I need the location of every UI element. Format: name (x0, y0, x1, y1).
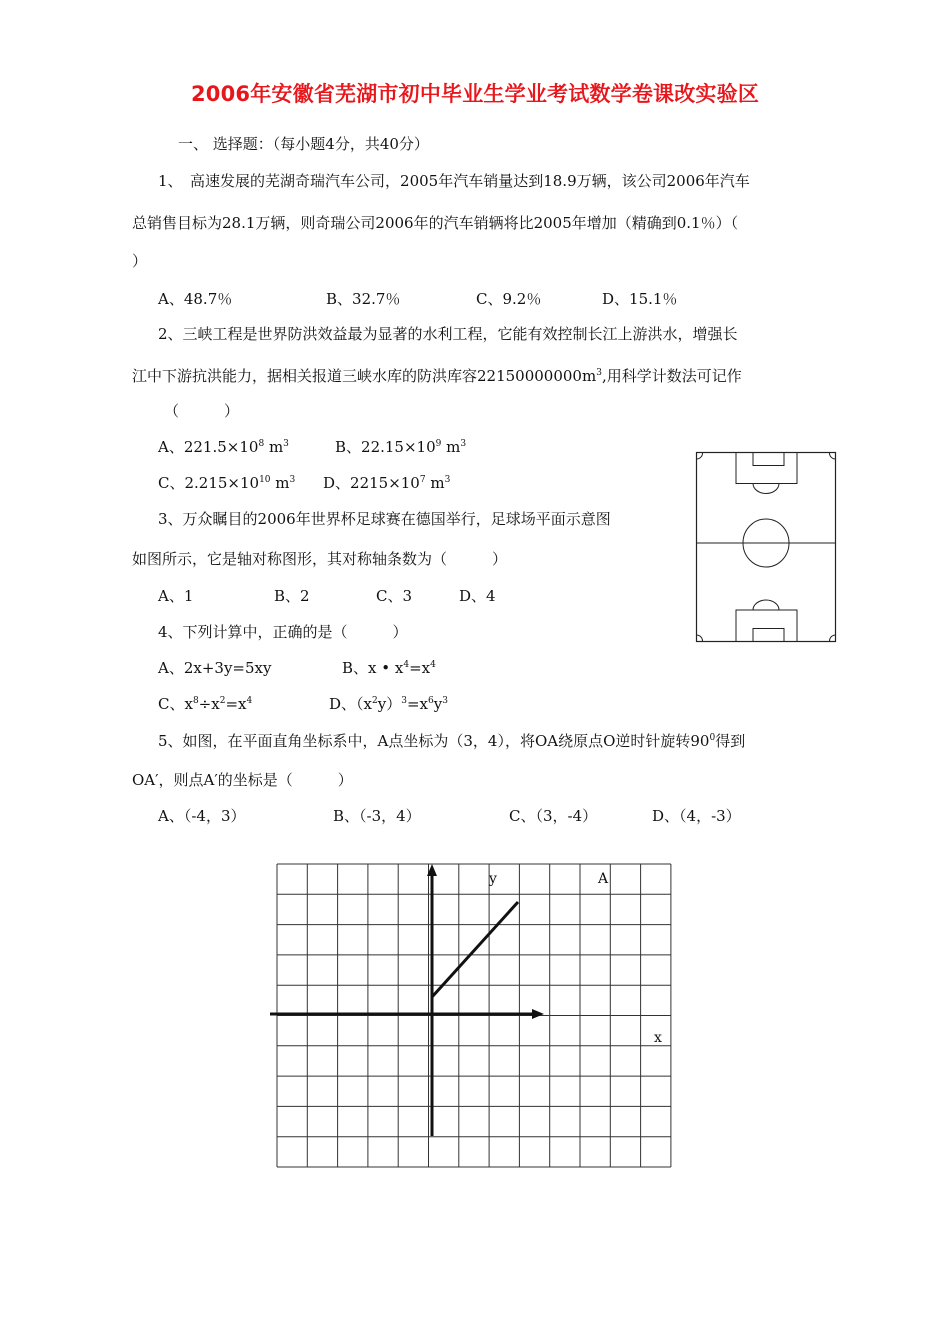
q3-option-d: D、4 (459, 587, 496, 605)
coordinate-grid-diagram (268, 858, 680, 1188)
q3-option-c: C、3 (376, 587, 413, 605)
q3-option-a: A、1 (158, 587, 194, 605)
segment-oa (432, 902, 518, 997)
q3-line-1: 3、万众瞩目的2006年世界杯足球赛在德国举行，足球场平面示意图 (158, 510, 611, 528)
q4-option-c: C、$x^8\div x^2=x^4$ (158, 695, 253, 713)
q5-option-b: B、（-3，4） (333, 807, 421, 825)
q2-line-3: （ ） (164, 402, 240, 420)
page-title: 2006年安徽省芜湖市初中毕业生学业考试数学卷课改实验区 (190, 82, 760, 106)
q5-line-1: 5、如图，在平面直角坐标系中，A点坐标为（3，4），将OA绕原点O逆时针旋转$90^0$得到 (158, 732, 746, 750)
x-axis-arrow (532, 1009, 544, 1019)
q3-line-2: 如图所示，它是轴对称图形，其对称轴条数为（ ） (132, 550, 508, 568)
x-axis-label: x (654, 1030, 662, 1046)
q2-line-2: 江中下游抗洪能力，据相关报道三峡水库的防洪库容$22150000000m^3$,用科学计数法可记作 (132, 367, 742, 385)
q2-option-b: B、$22.15\times 10^9$ $m^3$ (335, 438, 467, 456)
q4-option-d: D、$(x^2y)^3=x^6y^3$ (329, 695, 448, 713)
q4-line-1: 4、下列计算中，正确的是（ ） (158, 623, 408, 641)
q4-option-b: B、x • $x^4=x^4$ (342, 659, 436, 677)
q5-option-a: A、（-4，3） (158, 807, 246, 825)
q1-option-c: C、9.2％ (476, 290, 542, 308)
section-heading: 一、 选择题：（每小题4分，共40分） (178, 135, 429, 153)
q2-option-a: A、$221.5\times 10^8$ $m^3$ (158, 438, 289, 456)
q5-option-c: C、（3，-4） (509, 807, 598, 825)
q1-line-1: 1、 高速发展的芜湖奇瑞汽车公司，2005年汽车销量达到18.9万辆，该公司2006年汽车 (158, 172, 750, 190)
q1-line-3: ） (132, 252, 148, 270)
q4-option-a: A、2x+3y=5xy (158, 659, 272, 677)
q1-option-d: D、15.1％ (602, 290, 678, 308)
q2-option-d: D、$2215\times 10^7$ $m^3$ (323, 474, 451, 492)
q5-line-2: OA′，则点A′的坐标是（ ） (132, 771, 353, 789)
q1-option-b: B、32.7％ (326, 290, 401, 308)
y-axis-label: y (489, 871, 497, 887)
q1-option-a: A、48.7％ (158, 290, 233, 308)
point-a-label: A (598, 871, 609, 887)
q3-option-b: B、2 (274, 587, 310, 605)
q1-line-2: 总销售目标为28.1万辆，则奇瑞公司2006年的汽车销辆将比2005年增加（精确到0.1％）（ (132, 214, 739, 232)
football-field-diagram (695, 451, 839, 645)
q5-option-d: D、（4，-3） (652, 807, 741, 825)
q2-option-c: C、$2.215\times 10^{10}$ $m^3$ (158, 474, 296, 492)
q2-line-1: 2、三峡工程是世界防洪效益最为显著的水利工程，它能有效控制长江上游洪水，增强长 (158, 325, 738, 343)
